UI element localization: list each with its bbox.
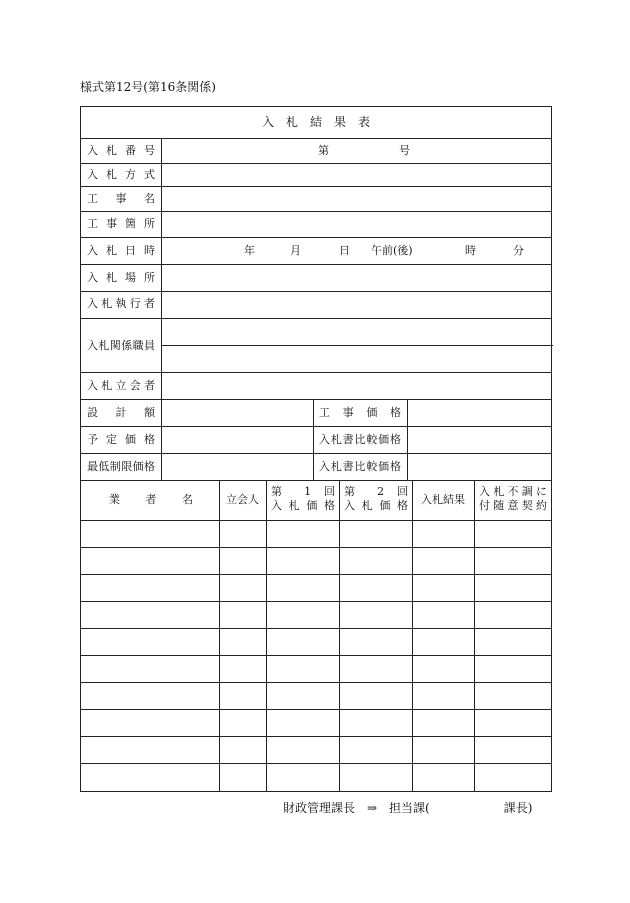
col-negotiated-header: 入札不調に 付随意契約 bbox=[479, 485, 547, 512]
col-attendee-header: 立会人 bbox=[226, 493, 259, 506]
col-round1-header: 第 1 回 入札価格 bbox=[271, 485, 335, 512]
bid-place-label: 入札場所 bbox=[87, 271, 155, 284]
col-result-header: 入札結果 bbox=[421, 493, 465, 506]
compare-price-label-1: 入札書比較価格 bbox=[319, 433, 401, 446]
results-table-body bbox=[81, 520, 551, 792]
work-price-label: 工事価格 bbox=[319, 406, 401, 419]
min-limit-price-label: 最低制限価格 bbox=[87, 460, 155, 473]
work-name-label: 工事名 bbox=[87, 192, 155, 205]
datetime-day: 日 bbox=[339, 244, 350, 257]
bid-method-label: 入札方式 bbox=[87, 168, 155, 181]
bid-number-prefix: 第 bbox=[318, 144, 329, 157]
col-vendor-header: 業 者 名 bbox=[109, 493, 193, 506]
routing-footer: 財政管理課長 ⇒ 担当課( 課長) bbox=[283, 801, 533, 815]
bid-number-suffix: 号 bbox=[399, 144, 410, 157]
design-amount-label: 設計額 bbox=[87, 406, 155, 419]
datetime-year: 年 bbox=[244, 244, 255, 257]
datetime-month: 月 bbox=[290, 244, 301, 257]
col-round2-header: 第 2 回 入札価格 bbox=[344, 485, 408, 512]
datetime-hour: 時 bbox=[465, 244, 476, 257]
bid-datetime-label: 入札日時 bbox=[87, 244, 155, 257]
datetime-minute: 分 bbox=[513, 244, 524, 257]
bid-staff-label: 入札関係職員 bbox=[87, 339, 155, 352]
form-caption: 様式第12号(第16条関係) bbox=[80, 80, 216, 94]
bid-result-form bbox=[80, 106, 552, 792]
form-title: 入 札 結 果 表 bbox=[261, 115, 370, 129]
bid-witness-label: 入札立会者 bbox=[87, 379, 155, 392]
work-location-label: 工事箇所 bbox=[87, 217, 155, 230]
datetime-ampm: 午前(後) bbox=[371, 244, 413, 257]
bid-number-label: 入札番号 bbox=[87, 144, 155, 157]
planned-price-label: 予定価格 bbox=[87, 433, 155, 446]
bid-executor-label: 入札執行者 bbox=[87, 297, 155, 310]
compare-price-label-2: 入札書比較価格 bbox=[319, 460, 401, 473]
